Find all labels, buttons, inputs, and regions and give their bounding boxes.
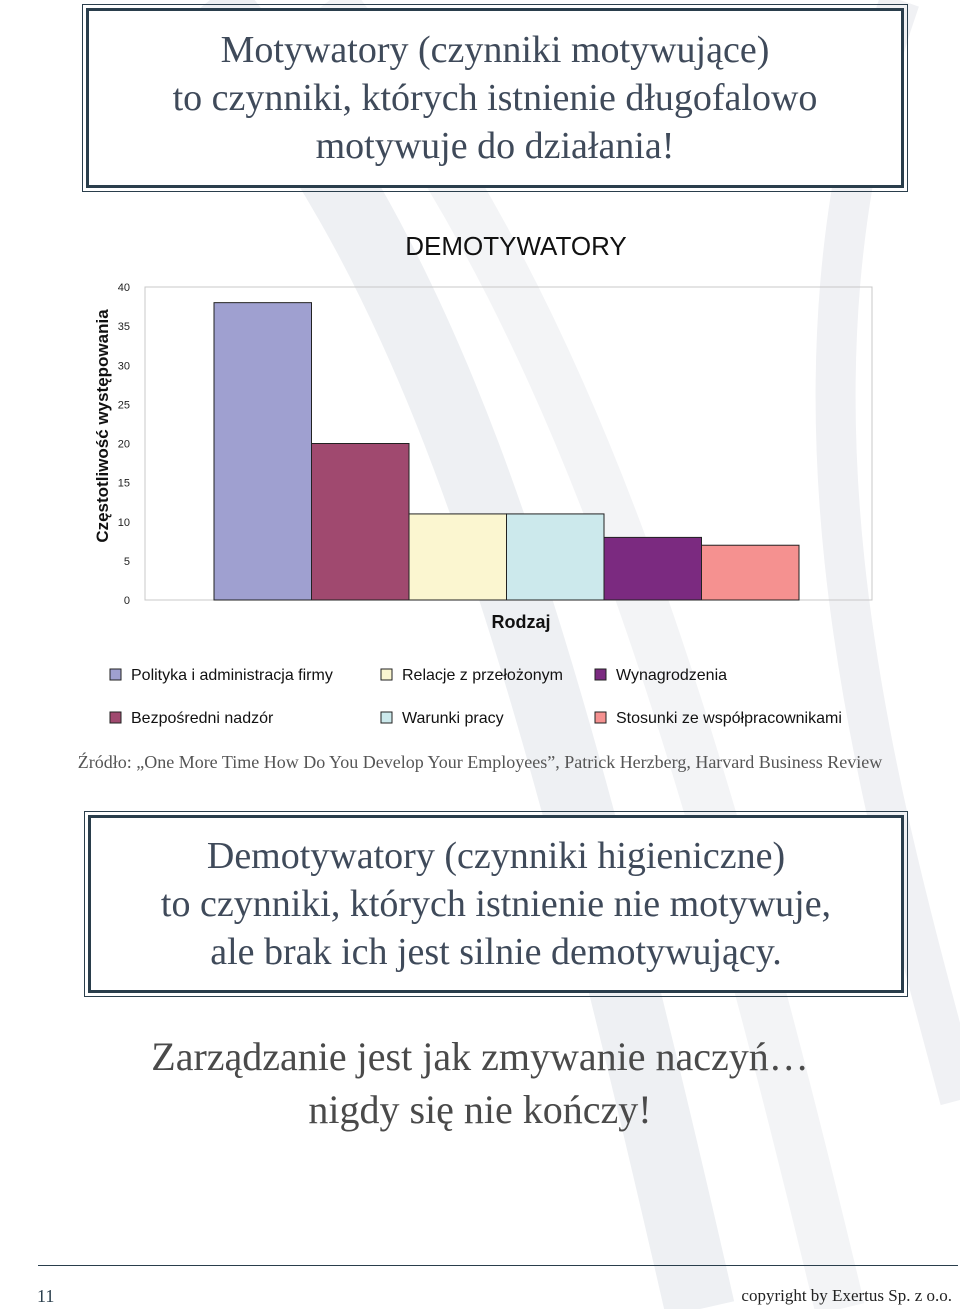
y-axis	[118, 282, 130, 607]
chart-title: DEMOTYWATORY	[405, 231, 627, 261]
demotivators-line-2: to czynniki, których istnienie nie motywuje,	[160, 883, 832, 925]
bar-1	[214, 303, 312, 600]
y-tick-label: 10	[117, 516, 130, 529]
legend-swatch-4	[381, 712, 392, 723]
y-tick-label: 0	[123, 595, 130, 607]
quote-line-2: nigdy się nie kończy!	[308, 1087, 652, 1132]
quote-line-1: Zarządzanie jest jak zmywanie naczyń…	[151, 1034, 809, 1079]
legend-swatch-5	[595, 669, 606, 680]
y-tick-label: 15	[117, 477, 130, 490]
demotivators-bar-chart	[90, 225, 890, 745]
x-axis-label: Rodzaj	[491, 612, 551, 632]
legend-label-1: Polityka i administracja firmy	[131, 667, 333, 684]
y-tick-label: 35	[117, 321, 130, 334]
motivators-line-2: to czynniki, których istnienie długofalowo	[172, 77, 818, 119]
y-tick-label: 20	[117, 438, 130, 451]
legend-label-5: Wynagrodzenia	[616, 667, 728, 684]
demotivators-line-1: Demotywatory (czynniki higieniczne)	[206, 835, 786, 877]
legend-swatch-3	[381, 669, 392, 680]
motivators-line-1: Motywatory (czynniki motywujące)	[220, 29, 770, 71]
bars	[214, 303, 799, 600]
bar-5	[604, 537, 702, 600]
copyright-notice: copyright by Exertus Sp. z o.o.	[741, 1286, 952, 1305]
motivators-definition-box	[86, 8, 904, 188]
legend-swatch-2	[110, 712, 121, 723]
footer-divider	[38, 1265, 958, 1266]
legend-swatch-6	[595, 712, 606, 723]
legend-label-3: Relacje z przełożonym	[402, 667, 563, 684]
demotivators-definition-box	[88, 815, 904, 993]
legend-label-6: Stosunki ze współpracownikami	[616, 710, 842, 727]
y-tick-label: 25	[117, 399, 130, 412]
demotivators-line-3: ale brak ich jest silnie demotywujący.	[210, 931, 782, 973]
page-number: 11	[37, 1286, 55, 1306]
y-tick-label: 5	[123, 555, 130, 568]
motivators-line-3: motywuje do działania!	[315, 125, 675, 167]
legend	[110, 667, 842, 727]
legend-label-4: Warunki pracy	[402, 710, 504, 727]
y-tick-label: 40	[117, 282, 130, 294]
legend-label-2: Bezpośredni nadzór	[131, 710, 274, 727]
bar-3	[409, 514, 507, 600]
legend-swatch-1	[110, 669, 121, 680]
bar-2	[312, 444, 410, 601]
bar-4	[507, 514, 605, 600]
bar-6	[702, 545, 800, 600]
y-tick-label: 30	[117, 360, 130, 373]
source-citation: Źródło: „One More Time How Do You Develop Your Employees”, Patrick Herzberg, Harvard Business Review	[77, 752, 883, 772]
y-axis-label: Częstotliwość występowania	[93, 309, 112, 543]
